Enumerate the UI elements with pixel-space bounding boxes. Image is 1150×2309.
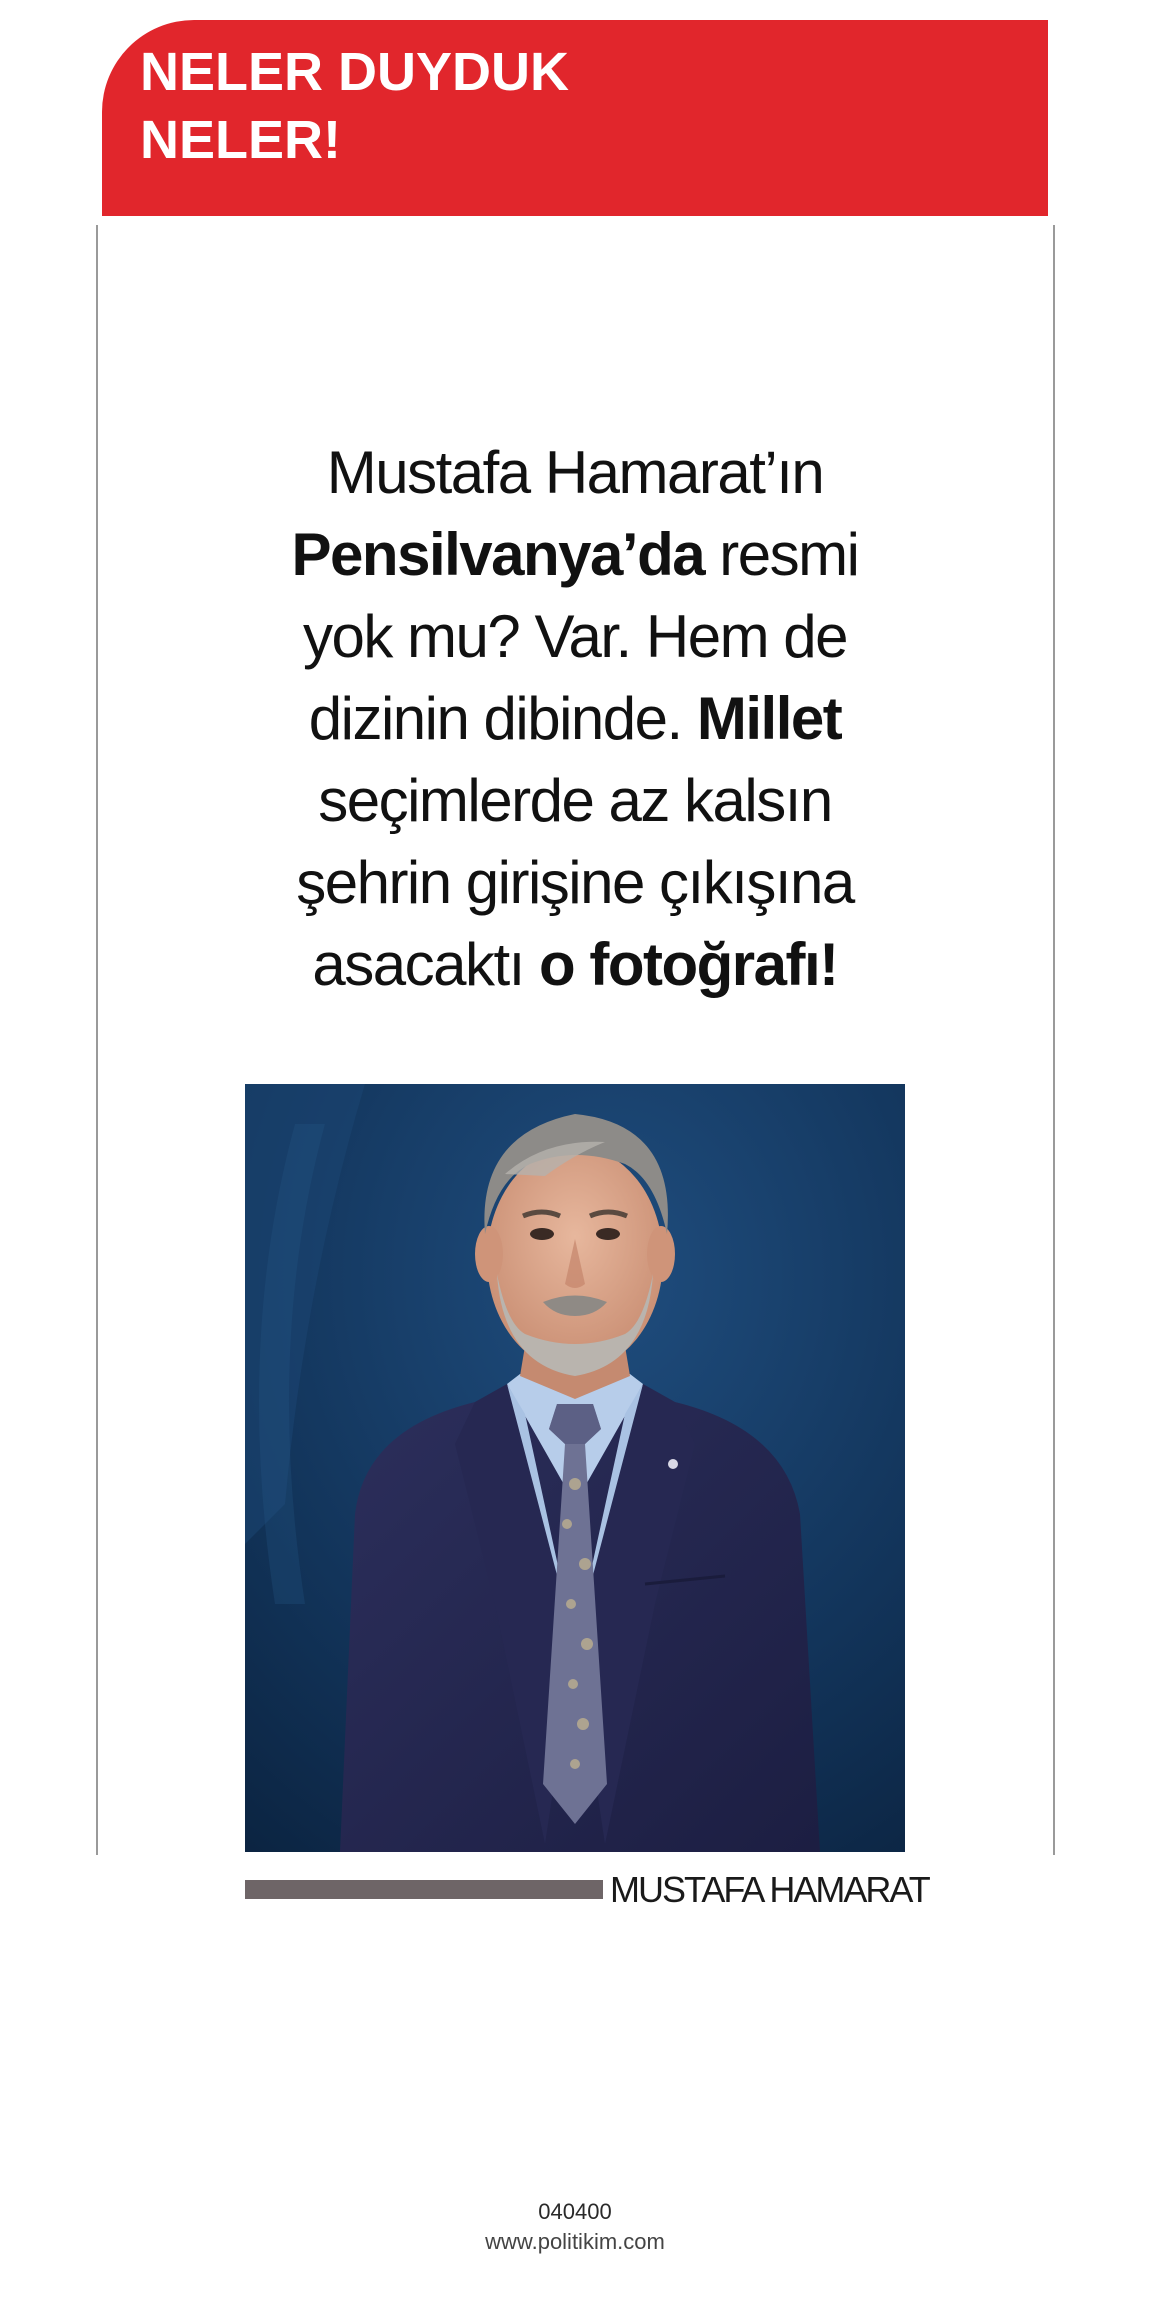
quote-line-7-start: asacaktı <box>312 931 540 998</box>
quote-emphasis-pensilvanya: Pensilvanya’da <box>291 521 705 588</box>
photo-caption: MUSTAFA HAMARAT <box>610 1869 929 1910</box>
quote-line-2 <box>260 514 890 596</box>
quote-line-7 <box>260 924 890 1006</box>
quote-line-4 <box>260 678 890 760</box>
quote-line-1: Mustafa Hamarat’ın <box>326 439 824 506</box>
quote-line-5: seçimlerde az kalsın <box>318 767 832 834</box>
quote-line-6: şehrin girişine çıkışına <box>296 849 854 916</box>
page-title-line-1: NELER DUYDUK <box>140 42 570 102</box>
caption-bar <box>245 1880 603 1899</box>
portrait-illustration <box>245 1084 905 1852</box>
quote-line-2-rest: resmi <box>704 521 859 588</box>
quote-line-3: yok mu? Var. Hem de <box>303 603 847 670</box>
portrait-photo <box>245 1084 905 1852</box>
quote-text <box>260 432 890 1006</box>
quote-emphasis-fotografi: o fotoğrafı! <box>539 931 838 998</box>
footer-code: 040400 <box>538 2199 612 2224</box>
frame-left-divider <box>96 225 98 1855</box>
page-title <box>140 38 569 174</box>
quote-emphasis-millet: Millet <box>696 685 842 752</box>
footer-url: www.politikim.com <box>485 2229 665 2254</box>
quote-line-4-start: dizinin dibinde. <box>308 685 697 752</box>
frame-right-divider <box>1053 225 1055 1855</box>
page-title-line-2: NELER! <box>140 110 341 170</box>
